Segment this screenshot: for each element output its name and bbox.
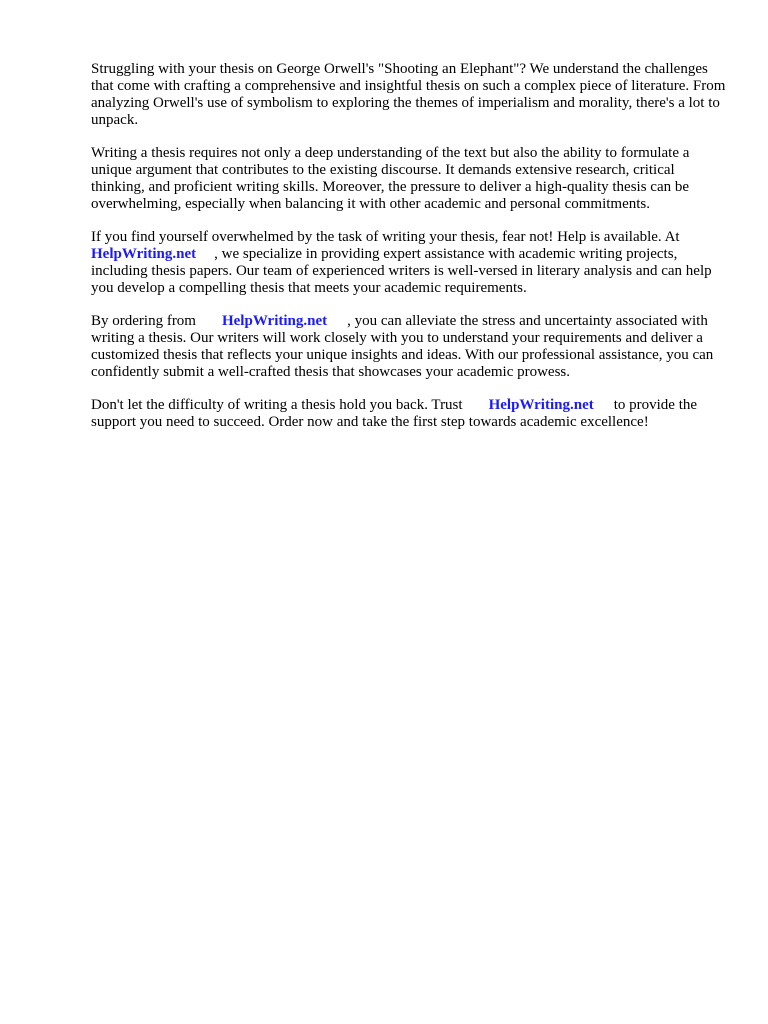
paragraph-text-after-link: , you can alleviate the stress and uncertainty associated with writing a thesis. Our writers will work closely with you to understand your requirements and deliver a customized thesis that reflects your unique insights and ideas. With our professional assistance, you can confidently submit a well-crafted thesis that showcases your academic prowess.: [91, 313, 714, 380]
paragraph-requirements: Writing a thesis requires not only a deep understanding of the text but also the ability to formulate a unique argument that contributes to the existing discourse. It demands extensive research, critical thinking, and proficient writing skills. Moreover, the pressure to deliver a high-quality thesis can be overwhelming, especially when balancing it with other academic and personal commitments.: [91, 145, 690, 212]
document-page: [91, 61, 731, 447]
paragraph-help-available: [91, 229, 731, 297]
paragraph-ordering: [91, 313, 731, 381]
paragraph-intro: Struggling with your thesis on George Orwell's "Shooting an Elephant"? We understand the challenges that come with crafting a comprehensive and insightful thesis on such a complex piece of literature. From analyzing Orwell's use of symbolism to exploring the themes of imperialism and morality, there's a lot to unpack.: [91, 61, 726, 128]
helpwriting-link[interactable]: HelpWriting.net: [221, 313, 328, 329]
helpwriting-link[interactable]: HelpWriting.net: [91, 246, 197, 262]
paragraph-text-after-link: to provide the support you need to succeed. Order now and take the first step towards academic excellence!: [91, 397, 698, 430]
paragraph-text-before-link: If you find yourself overwhelmed by the task of writing your thesis, fear not! Help is available. At: [91, 229, 680, 245]
paragraph-text-before-link: By ordering from: [91, 313, 196, 329]
helpwriting-link[interactable]: HelpWriting.net: [488, 397, 594, 413]
paragraph-call-to-action: [91, 397, 731, 431]
paragraph-text-after-link: , we specialize in providing expert assistance with academic writing projects, including thesis papers. Our team of experienced writers is well-versed in literary analysis and can help you develop a compelling thesis that meets your academic requirements.: [91, 246, 712, 296]
paragraph-text-before-link: Don't let the difficulty of writing a thesis hold you back. Trust: [91, 397, 463, 413]
